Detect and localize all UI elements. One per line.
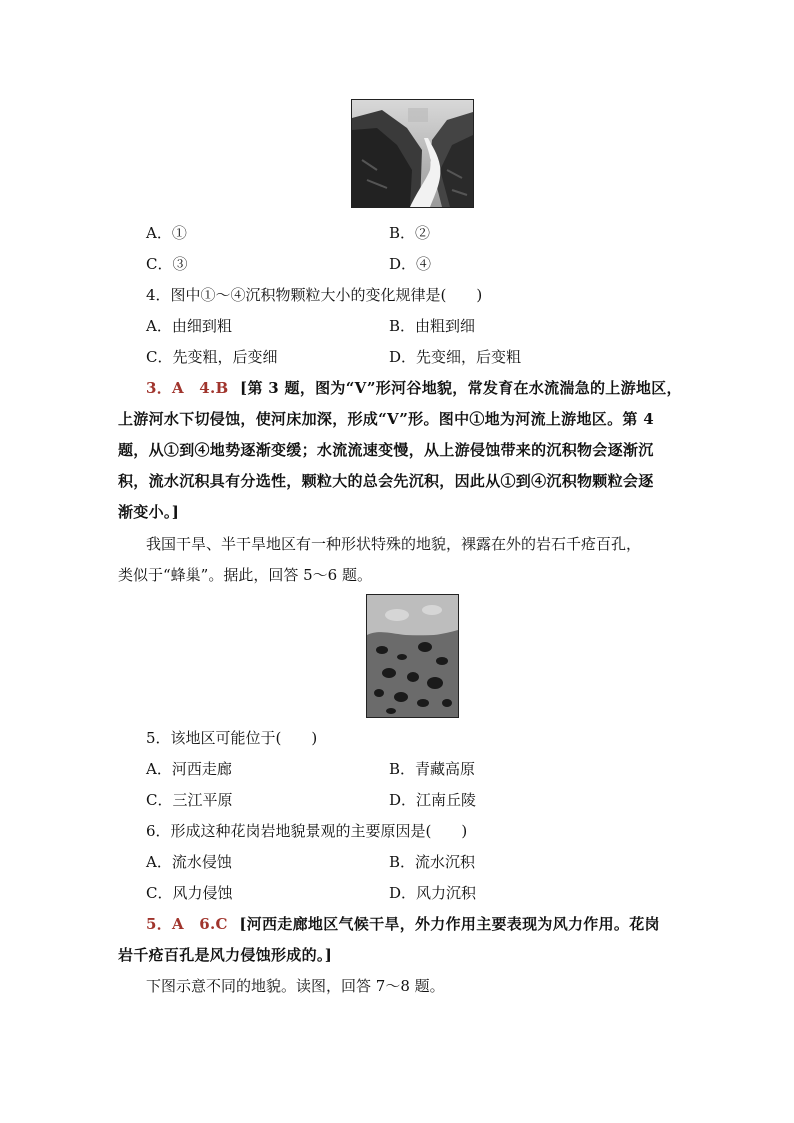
q6-option-a: A．流水侵蚀	[146, 853, 232, 871]
answer-3-4-line-1: [第 3 题，图为“V”形河谷地貌，常发育在水流湍急的上游地区，	[240, 379, 682, 397]
honeycomb-rock-photo	[366, 594, 459, 718]
answer-3-4-line-3: 题，从①到④地势逐渐变缓；水流流速变慢，从上游侵蚀带来的沉积物会逐渐沉	[118, 441, 654, 459]
v-shaped-valley-photo	[351, 99, 474, 208]
honeycomb-rock-illustration	[367, 595, 458, 717]
q5-stem: 5．该地区可能位于( )	[146, 729, 318, 747]
answer-3-4-number: 3．A 4.B	[146, 379, 229, 397]
q5-option-c: C．三江平原	[146, 791, 233, 809]
q4-option-a: A．由细到粗	[146, 317, 232, 335]
q6-option-d: D．风力沉积	[389, 884, 477, 902]
answer-5-6-block	[118, 909, 688, 971]
answer-3-4-block	[118, 373, 688, 528]
intro-5-6-line-2: 类似于“蜂巢”。据此，回答 5～6 题。	[118, 566, 372, 584]
q4-stem: 4．图中①～④沉积物颗粒大小的变化规律是( )	[146, 286, 483, 304]
q5-option-a: A．河西走廊	[146, 760, 232, 778]
q3-option-d: D．④	[389, 255, 432, 273]
answer-3-4-line-4: 积，流水沉积具有分选性，颗粒大的总会先沉积，因此从①到④沉积物颗粒会逐	[118, 472, 654, 490]
intro-5-6-line-1: 我国干旱、半干旱地区有一种形状特殊的地貌，裸露在外的岩石千疮百孔，	[146, 535, 642, 553]
q3-option-a: A．①	[146, 224, 187, 242]
answer-5-6-line-1: [河西走廊地区气候干旱，外力作用主要表现为风力作用。花岗	[239, 915, 660, 933]
q4-option-b: B．由粗到细	[389, 317, 476, 335]
q4-option-d: D．先变细，后变粗	[389, 348, 522, 366]
q5-option-b: B．青藏高原	[389, 760, 476, 778]
q3-option-b: B．②	[389, 224, 431, 242]
q5-option-d: D．江南丘陵	[389, 791, 477, 809]
q6-stem: 6．形成这种花岗岩地貌景观的主要原因是( )	[146, 822, 468, 840]
answer-3-4-line-5: 渐变小。]	[118, 503, 180, 521]
intro-7-8-line-1: 下图示意不同的地貌。读图，回答 7～8 题。	[146, 977, 445, 995]
intro-7-8	[118, 971, 683, 1002]
answer-5-6-line-2: 岩千疮百孔是风力侵蚀形成的。]	[118, 946, 333, 964]
answer-3-4-line-2: 上游河水下切侵蚀，使河床加深，形成“V”形。图中①地为河流上游地区。第 4	[118, 410, 654, 428]
q6-option-b: B．流水沉积	[389, 853, 476, 871]
valley-illustration	[352, 100, 473, 207]
q3-option-c: C．③	[146, 255, 188, 273]
q6-option-c: C．风力侵蚀	[146, 884, 233, 902]
intro-5-6	[118, 529, 683, 591]
answer-5-6-number: 5．A 6.C	[146, 915, 228, 933]
q4-option-c: C．先变粗，后变细	[146, 348, 278, 366]
